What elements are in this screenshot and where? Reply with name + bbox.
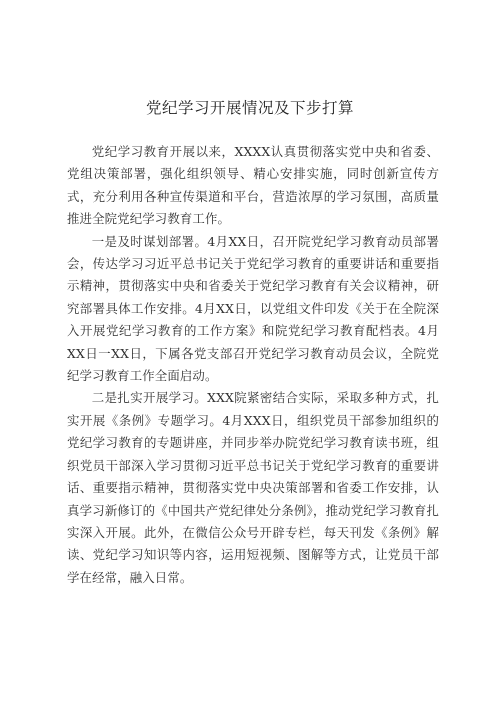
document-body: [67, 141, 439, 589]
paragraph-intro: 党纪学习教育开展以来，XXXX认真贯彻落实党中央和省委、党组决策部署，强化组织领导、精心安排实施，同时创新宣传方式，充分利用各种宣传渠道和平台，营造浓厚的学习氛围，高质量推进全院党纪学习教育工作。: [67, 144, 439, 227]
paragraph-deployment: 一是及时谋划部署。4月XX日，召开院党纪学习教育动员部署会，传达学习习近平总书记关于党纪学习教育的重要讲话和重要指示精神，贯彻落实中央和省委关于党纪学习教育有关会议精神，研究部署具体工作安排。4月XX日，以党组文件印发《关于在全院深入开展党纪学习教育的工作方案》和院党纪学习教育配档表。4月XX日一XX日，下属各党支部召开党纪学习教育动员会议，全院党纪学习教育工作全面启动。: [67, 233, 439, 384]
paragraph-study: 二是扎实开展学习。XXX院紧密结合实际，采取多种方式，扎实开展《条例》专题学习。4月XXX日，组织党员干部参加组织的党纪学习教育的专题讲座，并同步举办院党纪学习教育读书班，组织党员干部深入学习贯彻习近平总书记关于党纪学习教育的重要讲话、重要指示精神，贯彻落实党中央决策部署和省委工作安排，认真学习新修订的《中国共产党纪律处分条例》，推动党纪学习教育扎实深入开展。此外，在微信公众号开辟专栏，每天刊发《条例》解读、党纪学习知识等内容，运用短视频、图解等方式，让党员干部学在经常，融入日常。: [67, 390, 439, 585]
document-title: 党纪学习开展情况及下步打算: [145, 99, 354, 117]
